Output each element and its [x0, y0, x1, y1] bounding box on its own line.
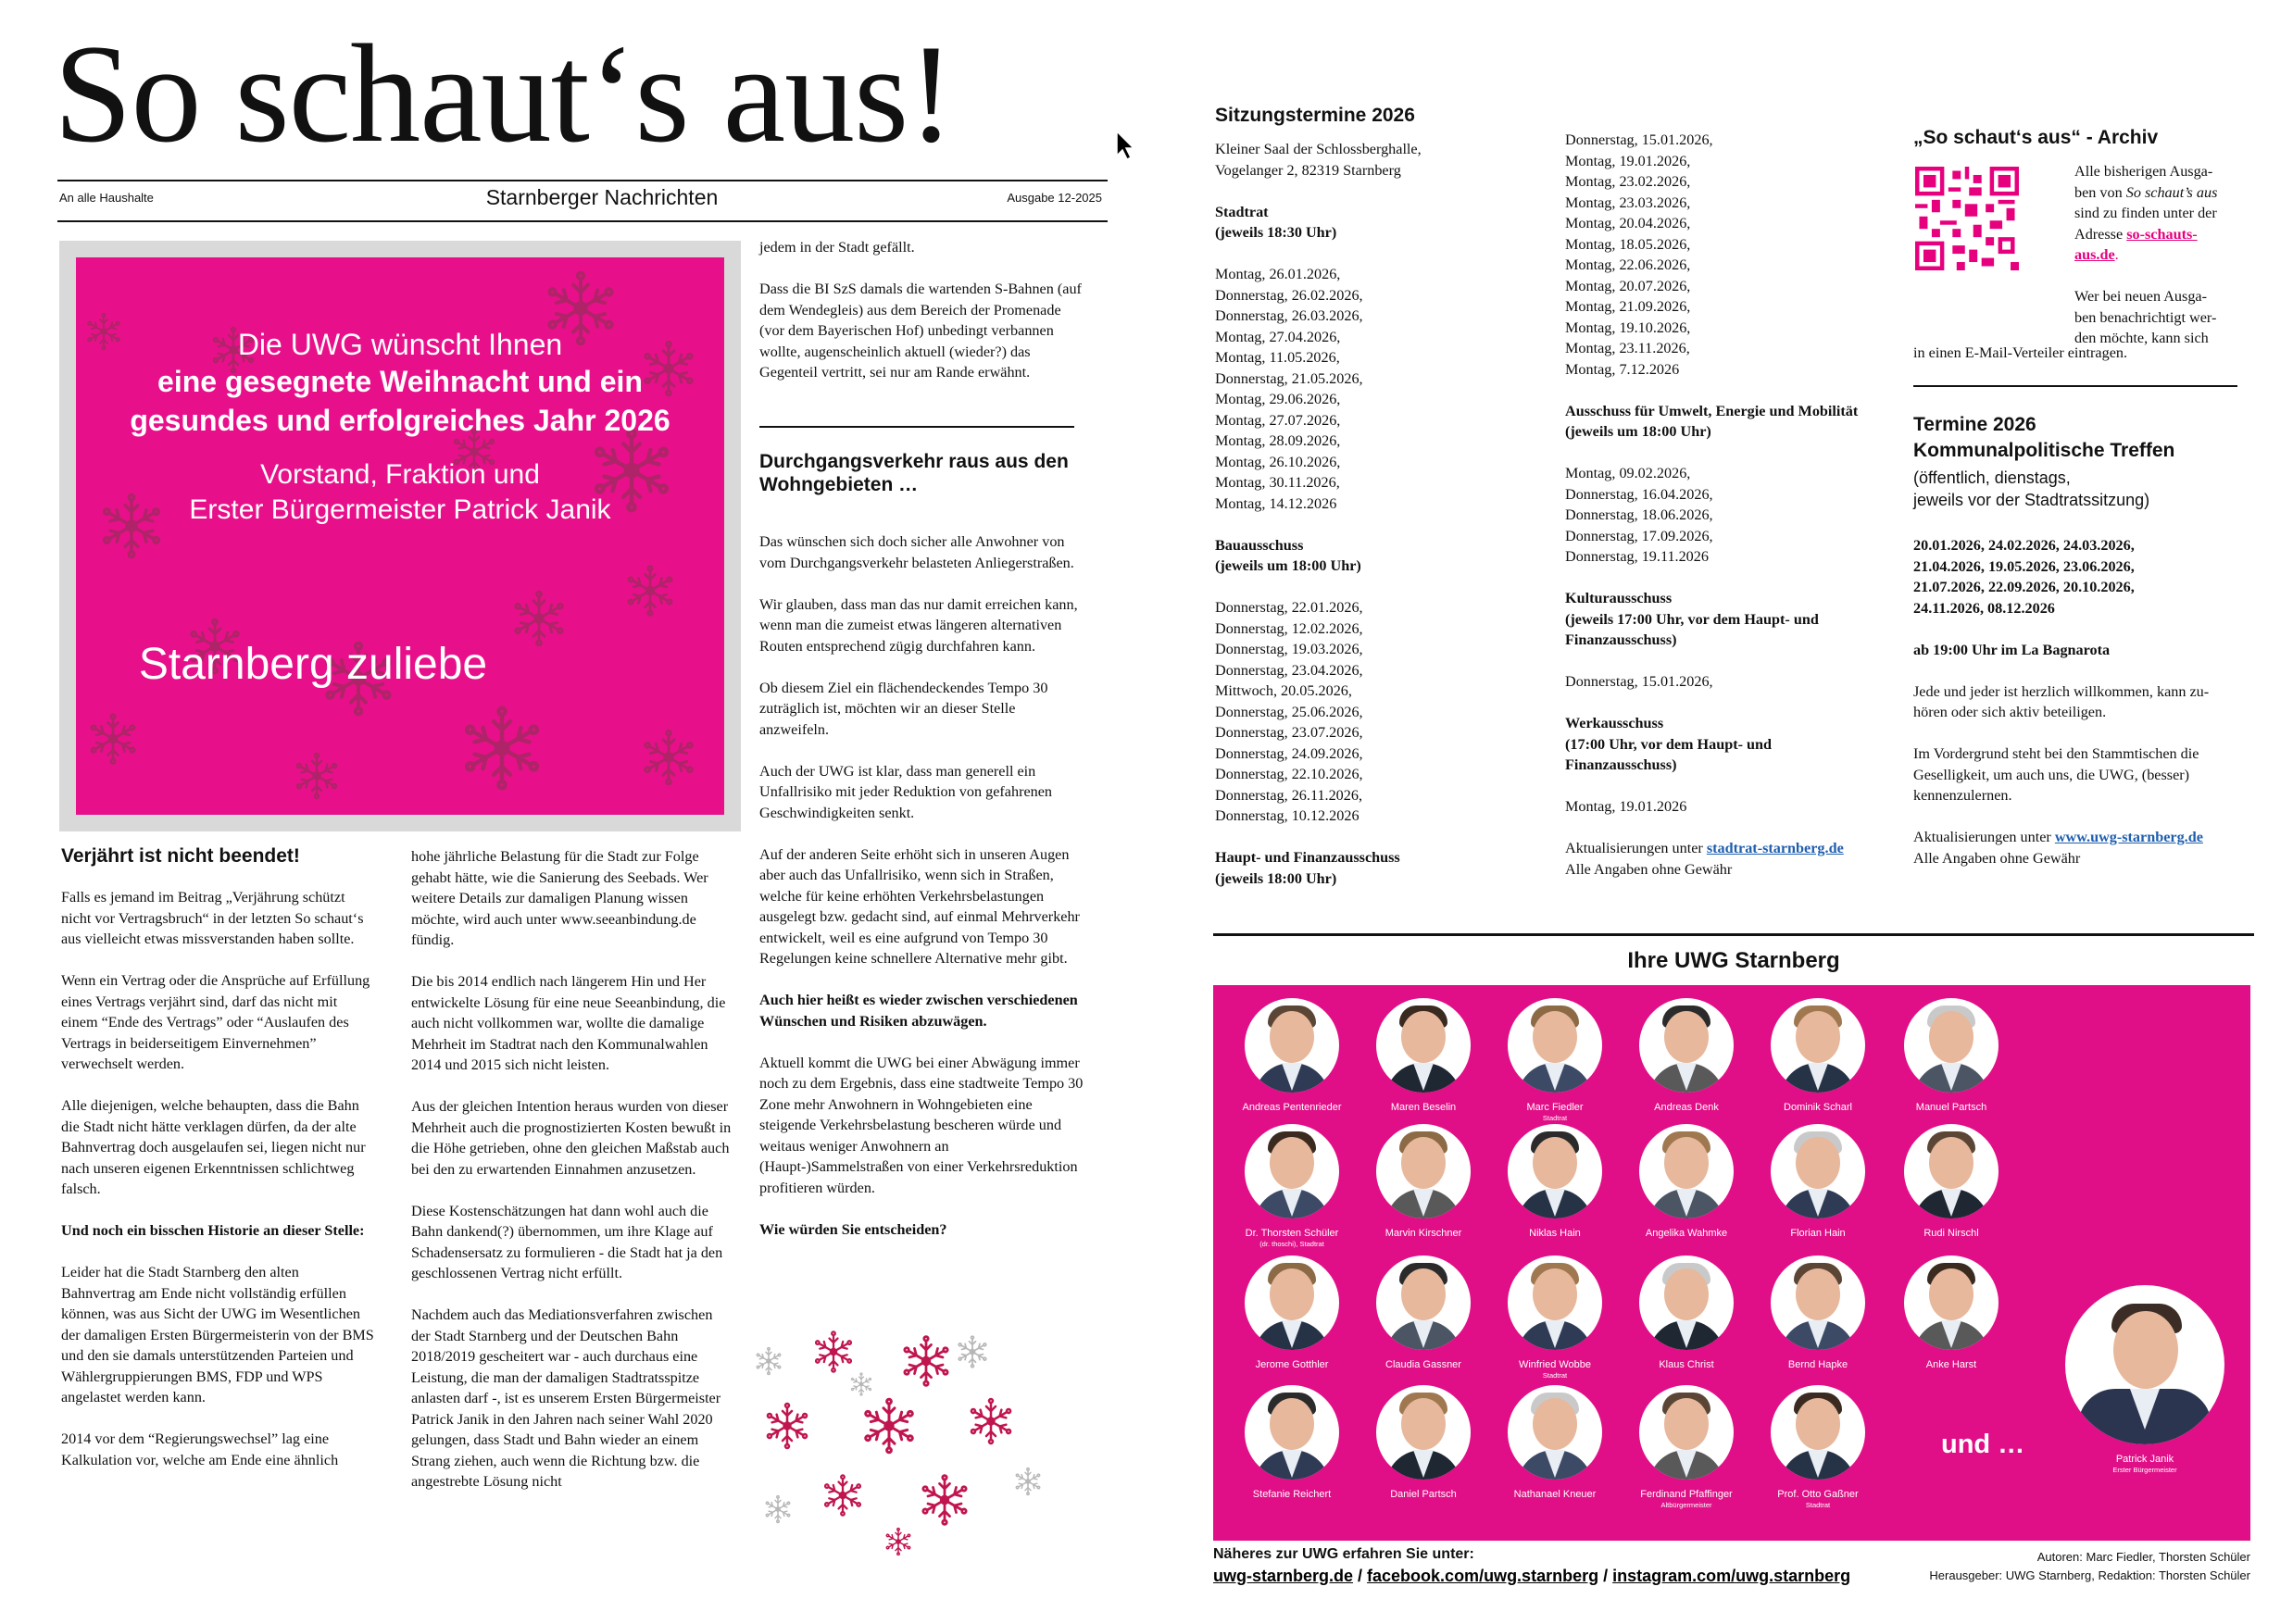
- member-photo: [1904, 1255, 1999, 1350]
- member-photo: [1639, 998, 1734, 1093]
- team-member-card: [1882, 1124, 2021, 1240]
- team-heading: Ihre UWG Starnberg: [1627, 948, 1840, 973]
- team-member-card: [1222, 998, 1361, 1114]
- archiv-line: [2074, 182, 2260, 204]
- team-member-card: [1882, 998, 2021, 1114]
- member-name: Jerome Gotthler: [1255, 1359, 1329, 1370]
- hfa-date: Montag, 23.03.2026,: [1565, 194, 1691, 211]
- team-member-card: [1882, 1255, 2021, 1371]
- footer-sep: /: [1598, 1567, 1613, 1585]
- schedule-column-2: [1565, 130, 1917, 880]
- umwelt-dates-list: [1565, 463, 1917, 568]
- member-photo: [1245, 998, 1339, 1093]
- paragraph: Das wünschen sich doch sicher alle Anwohner von vom Durchgangsverkehr belasteten Anliegerstraßen.: [759, 533, 1074, 571]
- christmas-greeting-card: [59, 241, 741, 831]
- termine-disclaimer: Alle Angaben ohne Gewähr: [1913, 849, 2081, 867]
- archiv-line: [2074, 224, 2260, 245]
- member-photo: [1245, 1255, 1339, 1350]
- archiv-line-last: in einen E-Mail-Verteiler eintragen.: [1913, 344, 2128, 361]
- member-name: Marc Fiedler: [1526, 1102, 1584, 1113]
- mayor-card: [2065, 1285, 2224, 1474]
- member-photo: [1771, 1255, 1865, 1350]
- team-member-card: [1485, 1385, 1624, 1501]
- footer-links: [1213, 1567, 1850, 1586]
- archiv-text-span: ben von: [2074, 183, 2123, 201]
- hfa-date: Montag, 18.05.2026,: [1565, 235, 1691, 253]
- article-durchgangsverkehr: [759, 531, 1087, 1240]
- member-photo: [1904, 998, 1999, 1093]
- stadtrat-date: Montag, 28.09.2026,: [1215, 432, 1341, 449]
- member-photo: [1639, 1124, 1734, 1218]
- newspaper-subtitle: Starnberger Nachrichten: [485, 185, 719, 209]
- bau-title: Bauausschuss: [1215, 536, 1304, 554]
- paragraph: Dass die BI SzS damals die wartenden S-Bahnen (auf dem Wendegleis) aus dem Bereich der Promenade (vor dem Bayerischen Hof) unbedingt verbannen wollte, augenscheinlich aktuell (wieder?) das Gegenteil vertritt, sei nur am Rande erwähnt.: [759, 281, 1082, 381]
- article-heading-verjaehrt: Verjährt ist nicht beendet!: [61, 845, 300, 867]
- member-photo: [1376, 1385, 1471, 1480]
- footer-authors: Autoren: Marc Fiedler, Thorsten Schüler: [2036, 1550, 2250, 1564]
- bau-date: Donnerstag, 24.09.2026,: [1215, 744, 1363, 762]
- team-member-card: [1617, 998, 1756, 1114]
- termine-sub-line: jeweils vor der Stadtratssitzung): [1913, 491, 2150, 509]
- termine-subtitle: [1913, 467, 2265, 511]
- bau-date: Donnerstag, 26.11.2026,: [1215, 786, 1363, 804]
- greeting-line-3: gesundes und erfolgreiches Jahr 2026: [130, 404, 670, 437]
- hfa-date: Montag, 21.09.2026,: [1565, 298, 1691, 315]
- kultur-title: Kulturausschuss: [1565, 590, 1673, 606]
- paragraph: Auf der anderen Seite erhöht sich in unseren Augen aber auch das Unfallrisiko, wenn sich in Straßen, welche für keine erhöhten Verkehrsbelastungen ausgelegt bzw. gedacht sind, auf einmal Mehrverkehr entwickelt, weil es eine aufgrund von Tempo 30 Regelungen keine schnellere Alternative mehr gibt.: [759, 845, 1080, 967]
- stadtrat-date: Donnerstag, 26.03.2026,: [1215, 307, 1363, 324]
- paragraph: Leider hat die Stadt Starnberg den alten Bahnvertrag am Ende nicht vollständig erfüllen können, was aus Sicht der UWG im Wesentlichen der damaligen Ersten Bürgermeisterin von der BMS und den sie damals unterstützenden Parteien und Wählergruppierungen BMS, FDP und WPS angelastet werden kann.: [61, 1264, 374, 1405]
- archiv-line: Wer bei neuen Ausga-: [2074, 288, 2207, 305]
- member-name: Klaus Christ: [1659, 1359, 1714, 1370]
- umwelt-date: Donnerstag, 16.04.2026,: [1565, 485, 1713, 503]
- member-photo: [1376, 998, 1471, 1093]
- termine-update-line: [1913, 827, 2265, 848]
- archiv-line: ben benachrichtigt wer-: [2074, 308, 2217, 326]
- paragraph: Wir glauben, dass man das nur damit erreichen kann, wenn man die zumeist etwas längeren alternativen Routen entsprechend zügig durchfahren kann.: [759, 595, 1078, 655]
- umwelt-date: Donnerstag, 19.11.2026: [1565, 548, 1709, 565]
- member-name: Andreas Pentenrieder: [1242, 1102, 1342, 1113]
- subheading-historie: Und noch ein bisschen Historie an dieser Stelle:: [61, 1222, 365, 1239]
- stadtrat-date: Montag, 14.12.2026: [1215, 494, 1337, 512]
- member-name: Angelika Wahmke: [1645, 1228, 1728, 1239]
- bau-time: (jeweils um 18:00 Uhr): [1215, 557, 1361, 574]
- umwelt-date: Donnerstag, 18.06.2026,: [1565, 506, 1713, 523]
- stadtrat-date: Montag, 26.10.2026,: [1215, 453, 1341, 470]
- werk-title: Werkausschuss: [1565, 715, 1664, 731]
- kultur-time-2: Finanzausschuss): [1565, 631, 1677, 648]
- termine-update-prefix: Aktualisierungen unter: [1913, 829, 2051, 845]
- bau-date: Donnerstag, 25.06.2026,: [1215, 703, 1363, 720]
- archiv-publication-name: So schaut’s aus: [2125, 183, 2218, 201]
- umwelt-date: Donnerstag, 17.09.2026,: [1565, 527, 1713, 544]
- article-heading-durchgangsverkehr: Durchgangsverkehr raus aus den Wohngebieten …: [759, 451, 1069, 495]
- paragraph: Alle diejenigen, welche behaupten, dass die Bahn die Stadt nicht hätte verklagen dürfen, da der alte Bahnvertrag doch ausgelaufen sei, liegen nicht nur nach unseren eigenen Erkenntnissen schlichtweg falsch.: [61, 1097, 366, 1197]
- mayor-photo: [2065, 1285, 2224, 1444]
- paragraph: 2014 vor dem “Regierungswechsel” lag eine Kalkulation vor, welche am Ende eine ähnlich: [61, 1430, 339, 1468]
- team-member-card: [1222, 1255, 1361, 1371]
- team-member-card: [1354, 1385, 1493, 1501]
- termine-line: Im Vordergrund steht bei den Stammtischen die: [1913, 745, 2199, 762]
- masthead-title: So schaut‘s aus!: [54, 16, 954, 171]
- bau-date: Mittwoch, 20.05.2026,: [1215, 682, 1352, 699]
- member-name: Florian Hain: [1790, 1228, 1846, 1239]
- paragraph: Aus der gleichen Intention heraus wurden von dieser Mehrheit auch die prognostizierten Kosten bewußt in die Höhe getrieben, ohne den gleichen Maßstab auch bei den zu erwartenden Einnahmen anzusetzen.: [411, 1098, 732, 1178]
- stadtrat-date: Donnerstag, 26.02.2026,: [1215, 286, 1363, 304]
- member-role: Stadtrat: [1542, 1114, 1568, 1122]
- team-member-card: [1485, 1124, 1624, 1240]
- und-more: und …: [1941, 1430, 2025, 1459]
- team-member-card: [1617, 1255, 1756, 1371]
- member-photo: [1245, 1124, 1339, 1218]
- member-role: (dr. thoschi), Stadtrat: [1259, 1240, 1324, 1248]
- kultur-date: Donnerstag, 15.01.2026,: [1565, 673, 1713, 690]
- member-name: Niklas Hain: [1529, 1228, 1581, 1239]
- bau-date: Donnerstag, 19.03.2026,: [1215, 641, 1363, 657]
- article-verjaehrt-col2: [411, 846, 735, 1493]
- heading-archiv: „So schaut‘s aus“ - Archiv: [1913, 127, 2159, 148]
- stadtrat-date: Montag, 30.11.2026,: [1215, 474, 1340, 491]
- member-role: Altbürgermeister: [1660, 1501, 1712, 1509]
- paragraph: Wenn ein Vertrag oder die Ansprüche auf Erfüllung eines Vertrags verjährt sind, darf das nicht mit einem “Ende des Vertrags” oder “Auslaufen des Vertrags in beiderseitigem Einvernehmen” verwechselt werden.: [61, 972, 370, 1072]
- paragraph: Die bis 2014 endlich nach längerem Hin und Her entwickelte Lösung für eine neue Seeanbindung, die auch nicht vollkommen war, wollte die damalige Mehrheit im Stadtrat nach den Kommunalwahlen 2014 und 2015 sich nicht leisten.: [411, 973, 726, 1073]
- hfa-date: Montag, 22.06.2026,: [1565, 256, 1691, 273]
- distribution-note: An alle Haushalte: [59, 191, 154, 205]
- hfa-date: Montag, 23.11.2026,: [1565, 340, 1690, 356]
- stadtrat-starnberg-link[interactable]: stadtrat-starnberg.de: [1706, 840, 1844, 856]
- member-name: Prof. Otto Gaßner: [1777, 1489, 1859, 1500]
- team-panel: [1213, 985, 2250, 1541]
- greeting-line-4: Vorstand, Fraktion und: [260, 459, 540, 490]
- paragraph: Aktuell kommt die UWG bei einer Abwägung immer noch zu dem Ergebnis, dass eine stadtweite Tempo 30 Zone mehr Anwohnern in Wohngebieten eine steigende Verkehrsbelastung bescheren würde und weitaus weniger Anwohnern an (Haupt-)Sammelstraßen von einer Verkehrsreduktion profitieren würden.: [759, 1054, 1084, 1196]
- termine-line: Geselligkeit, um auch uns, die UWG, (besser): [1913, 766, 2190, 783]
- archiv-link-part1[interactable]: so-schauts-: [2126, 225, 2198, 243]
- paragraph: Ob diesem Ziel ein flächendeckendes Tempo 30 zuträglich ist, möchten wir an dieser Stelle anzweifeln.: [759, 679, 1048, 738]
- bau-date: Donnerstag, 10.12.2026: [1215, 807, 1360, 824]
- member-photo: [1771, 1385, 1865, 1480]
- bau-date: Donnerstag, 22.10.2026,: [1215, 766, 1363, 782]
- werk-date: Montag, 19.01.2026: [1565, 798, 1687, 815]
- member-photo: [1508, 1385, 1602, 1480]
- hfa-time: (jeweils 18:00 Uhr): [1215, 869, 1337, 887]
- member-photo: [1508, 998, 1602, 1093]
- bau-date: Donnerstag, 12.02.2026,: [1215, 619, 1363, 637]
- update-prefix: Aktualisierungen unter: [1565, 840, 1703, 856]
- member-photo: [1508, 1255, 1602, 1350]
- umwelt-time: (jeweils um 18:00 Uhr): [1565, 423, 1711, 440]
- masthead-rule-bottom: [57, 220, 1108, 222]
- member-name: Rudi Nirschl: [1923, 1228, 1979, 1239]
- team-member-card: [1748, 1124, 1887, 1240]
- termine-dates: 20.01.2026, 24.02.2026, 24.03.2026,: [1913, 537, 2135, 554]
- stadtrat-dates-list: [1215, 264, 1567, 514]
- paragraph: Nachdem auch das Mediationsverfahren zwischen der Stadt Starnberg und der Deutschen Bahn 2018/2019 gescheitert war - auch durchaus eine Leistung, die man der damaligen Stadtratsspitze anlasten darf -, ist es unserem Ersten Bürgermeister Patrick Janik in den Jahren nach seiner Wahl 2020 gelungen, dass Stadt und Bahn wieder an einem Strang ziehen, auch wenn die Richtung bzw. die angestrebte Lösung nicht: [411, 1306, 721, 1490]
- archiv-text: Alle bisherigen Ausga- ben von So schaut’s aus sind zu finden unter der Adresse so-schauts- aus.de. Wer bei neuen Ausga- ben benachrichtigt wer- den möchte, kann sich: [2074, 161, 2260, 349]
- member-name: Winfried Wobbe: [1518, 1359, 1592, 1370]
- team-member-card: [1617, 1124, 1756, 1240]
- member-name: Dr. Thorsten Schüler: [1245, 1228, 1339, 1239]
- member-photo: [1376, 1255, 1471, 1350]
- team-member-card: [1748, 1255, 1887, 1371]
- werk-time-1: (17:00 Uhr, vor dem Haupt- und: [1565, 735, 1773, 753]
- paragraph: Auch der UWG ist klar, dass man generell ein Unfallrisiko mit jeder Reduktion von gefahrenen Geschwindigkeiten senkt.: [759, 762, 1053, 821]
- kultur-time-1: (jeweils 17:00 Uhr, vor dem Haupt- und: [1565, 610, 1819, 628]
- paragraph: Diese Kostenschätzungen hat dann wohl auch die Bahn dankend(?) übernommen, um ihre Klage auf Schadensersatz zu formulieren - die Stadt hat ja den geschlossenen Vertrag nicht erfüllt.: [411, 1202, 723, 1281]
- hfa-date: Montag, 19.10.2026,: [1565, 319, 1691, 336]
- paragraph: Falls es jemand im Beitrag „Verjährung schützt nicht vor Vertragsbruch“ in der letzten So schaut‘s aus vielleicht etwas missverstanden haben sollte.: [61, 889, 364, 947]
- stadtrat-date: Montag, 26.01.2026,: [1215, 266, 1341, 282]
- team-member-card: [1222, 1385, 1361, 1501]
- termine-line: hören oder sich aktiv beteiligen.: [1913, 704, 2107, 720]
- heading-sitzungstermine: Sitzungstermine 2026: [1215, 105, 1415, 126]
- team-member-card: [1222, 1124, 1361, 1248]
- footer-link-instagram[interactable]: instagram.com/uwg.starnberg: [1612, 1567, 1851, 1585]
- member-photo: [1904, 1124, 1999, 1218]
- member-name: Marvin Kirschner: [1385, 1228, 1462, 1239]
- greeting-line-5: Erster Bürgermeister Patrick Janik: [189, 494, 611, 525]
- member-photo: [1376, 1124, 1471, 1218]
- termine-place: ab 19:00 Uhr im La Bagnarota: [1913, 641, 2111, 658]
- stadtrat-date: Montag, 11.05.2026,: [1215, 349, 1340, 366]
- termine-dates: 24.11.2026, 08.12.2026: [1913, 599, 2055, 617]
- member-name: Maren Beselin: [1390, 1102, 1457, 1113]
- member-name: Ferdinand Pfaffinger: [1640, 1489, 1733, 1500]
- paragraph: hohe jährliche Belastung für die Stadt zur Folge gehabt hätte, wie die Sanierung des Seebads. Wer weitere Details zur damaligen Planung wissen möchte, wird auch unter www.seeanbindung.de fündig.: [411, 848, 708, 948]
- greeting-line-2: eine gesegnete Weihnacht und ein: [157, 365, 643, 398]
- footer-more-label: Näheres zur UWG erfahren Sie unter:: [1213, 1546, 1474, 1562]
- archiv-line: sind zu finden unter der: [2074, 205, 2217, 221]
- termine-dates: 21.07.2026, 22.09.2026, 20.10.2026,: [1913, 579, 2135, 595]
- member-role: Stadtrat: [1542, 1371, 1568, 1380]
- hfa-title: Haupt- und Finanzausschuss: [1215, 849, 1400, 866]
- paragraph: jedem in der Stadt gefällt.: [759, 239, 915, 256]
- location-line-1: Kleiner Saal der Schlossberghalle,: [1215, 141, 1422, 157]
- member-name: Anke Harst: [1925, 1359, 1977, 1370]
- member-name: Claudia Gassner: [1385, 1359, 1461, 1370]
- qr-code-icon[interactable]: [1915, 167, 2019, 270]
- member-photo: [1771, 998, 1865, 1093]
- stadtrat-time: (jeweils 18:30 Uhr): [1215, 224, 1337, 241]
- member-name: Stefanie Reichert: [1252, 1489, 1332, 1500]
- team-member-card: [1485, 998, 1624, 1122]
- archiv-link-part2[interactable]: aus.de: [2074, 246, 2115, 263]
- member-name: Nathanael Kneuer: [1513, 1489, 1597, 1500]
- member-photo: [1639, 1255, 1734, 1350]
- question: Wie würden Sie entscheiden?: [759, 1220, 947, 1238]
- location-line-2: Vogelanger 2, 82319 Starnberg: [1215, 161, 1401, 179]
- archiv-divider: [1913, 385, 2237, 387]
- termine-sub-line: (öffentlich, dienstags,: [1913, 468, 2071, 487]
- member-name: Dominik Scharl: [1784, 1102, 1852, 1113]
- mouse-cursor-icon: [1115, 130, 1135, 161]
- greeting-line-1: Die UWG wünscht Ihnen: [237, 328, 563, 361]
- hfa-date: Montag, 20.04.2026,: [1565, 215, 1691, 231]
- hfa-date: Montag, 23.02.2026,: [1565, 173, 1691, 190]
- termine-line: kennenzulernen.: [1913, 787, 2012, 804]
- stadtrat-date: Montag, 27.04.2026,: [1215, 328, 1341, 345]
- member-name: Manuel Partsch: [1915, 1102, 1987, 1113]
- uwg-starnberg-link[interactable]: www.uwg-starnberg.de: [2054, 829, 2203, 845]
- termine-line: Jede und jeder ist herzlich willkommen, kann zu-: [1913, 682, 2210, 700]
- member-photo: [1245, 1385, 1339, 1480]
- paragraph-bold: Auch hier heißt es wieder zwischen verschiedenen Wünschen und Risiken abzuwägen.: [759, 992, 1078, 1030]
- issue-number: Ausgabe 12-2025: [1007, 191, 1102, 205]
- snowflakes-illustration: [750, 1324, 1056, 1555]
- member-photo: [1508, 1124, 1602, 1218]
- archiv-text-span: Adresse: [2074, 225, 2124, 243]
- werk-time-2: Finanzausschuss): [1565, 756, 1677, 773]
- footer-link-website[interactable]: uwg-starnberg.de: [1213, 1567, 1354, 1585]
- team-member-card: [1354, 998, 1493, 1114]
- team-member-card: [1748, 998, 1887, 1114]
- masthead-rule-top: [57, 180, 1108, 181]
- column-3-divider: [759, 426, 1074, 428]
- archiv-line: Alle bisherigen Ausga-: [2074, 163, 2213, 180]
- stadtrat-date: Montag, 29.06.2026,: [1215, 391, 1341, 407]
- bau-date: Donnerstag, 23.07.2026,: [1215, 724, 1363, 741]
- mayor-name: Patrick Janik: [2115, 1454, 2174, 1465]
- termine-body: [1913, 535, 2265, 868]
- heading-termine: Termine 2026: [1913, 414, 2036, 435]
- umwelt-title: Ausschuss für Umwelt, Energie und Mobilität: [1565, 402, 1859, 419]
- member-name: Andreas Denk: [1654, 1102, 1719, 1113]
- column-3-top: [759, 237, 1087, 383]
- footer-link-facebook[interactable]: facebook.com/uwg.starnberg: [1367, 1567, 1599, 1585]
- termine-dates: 21.04.2026, 19.05.2026, 23.06.2026,: [1913, 557, 2135, 575]
- hfa-date: Montag, 20.07.2026,: [1565, 277, 1691, 294]
- member-photo: [1771, 1124, 1865, 1218]
- team-member-card: [1485, 1255, 1624, 1380]
- footer-publisher: Herausgeber: UWG Starnberg, Redaktion: Thorsten Schüler: [1929, 1568, 2250, 1582]
- team-member-card: [1354, 1124, 1493, 1240]
- hfa-dates-list: [1565, 130, 1917, 380]
- bau-date: Donnerstag, 23.04.2026,: [1215, 661, 1363, 679]
- article-verjaehrt-col1: [61, 887, 376, 1470]
- greeting-card-pink: [76, 257, 724, 815]
- hfa-date: Montag, 7.12.2026: [1565, 360, 1680, 378]
- disclaimer: Alle Angaben ohne Gewähr: [1565, 860, 1733, 878]
- subheading-termine: Kommunalpolitische Treffen: [1913, 440, 2175, 461]
- member-name: Daniel Partsch: [1390, 1489, 1457, 1500]
- schedule-column-1: [1215, 139, 1567, 889]
- bau-date: Donnerstag, 22.01.2026,: [1215, 599, 1363, 616]
- umwelt-date: Montag, 09.02.2026,: [1565, 465, 1691, 481]
- update-line: [1565, 838, 1917, 859]
- team-divider: [1213, 933, 2254, 936]
- member-name: Bernd Hapke: [1787, 1359, 1848, 1370]
- team-member-card: [1748, 1385, 1887, 1509]
- stadtrat-title: Stadtrat: [1215, 203, 1269, 220]
- team-member-card: [1617, 1385, 1756, 1509]
- mayor-role: Erster Bürgermeister: [2112, 1466, 2177, 1474]
- team-member-card: [1354, 1255, 1493, 1371]
- hfa-date: Donnerstag, 15.01.2026,: [1565, 131, 1713, 148]
- hfa-date: Montag, 19.01.2026,: [1565, 152, 1691, 169]
- greeting-slogan: Starnberg zuliebe: [138, 640, 488, 689]
- stadtrat-date: Montag, 27.07.2026,: [1215, 411, 1341, 429]
- bau-dates-list: [1215, 597, 1567, 827]
- archiv-line: den möchte, kann sich: [2074, 330, 2209, 346]
- footer-sep: /: [1353, 1567, 1368, 1585]
- stadtrat-date: Donnerstag, 21.05.2026,: [1215, 369, 1363, 387]
- member-role: Stadtrat: [1805, 1501, 1831, 1509]
- member-photo: [1639, 1385, 1734, 1480]
